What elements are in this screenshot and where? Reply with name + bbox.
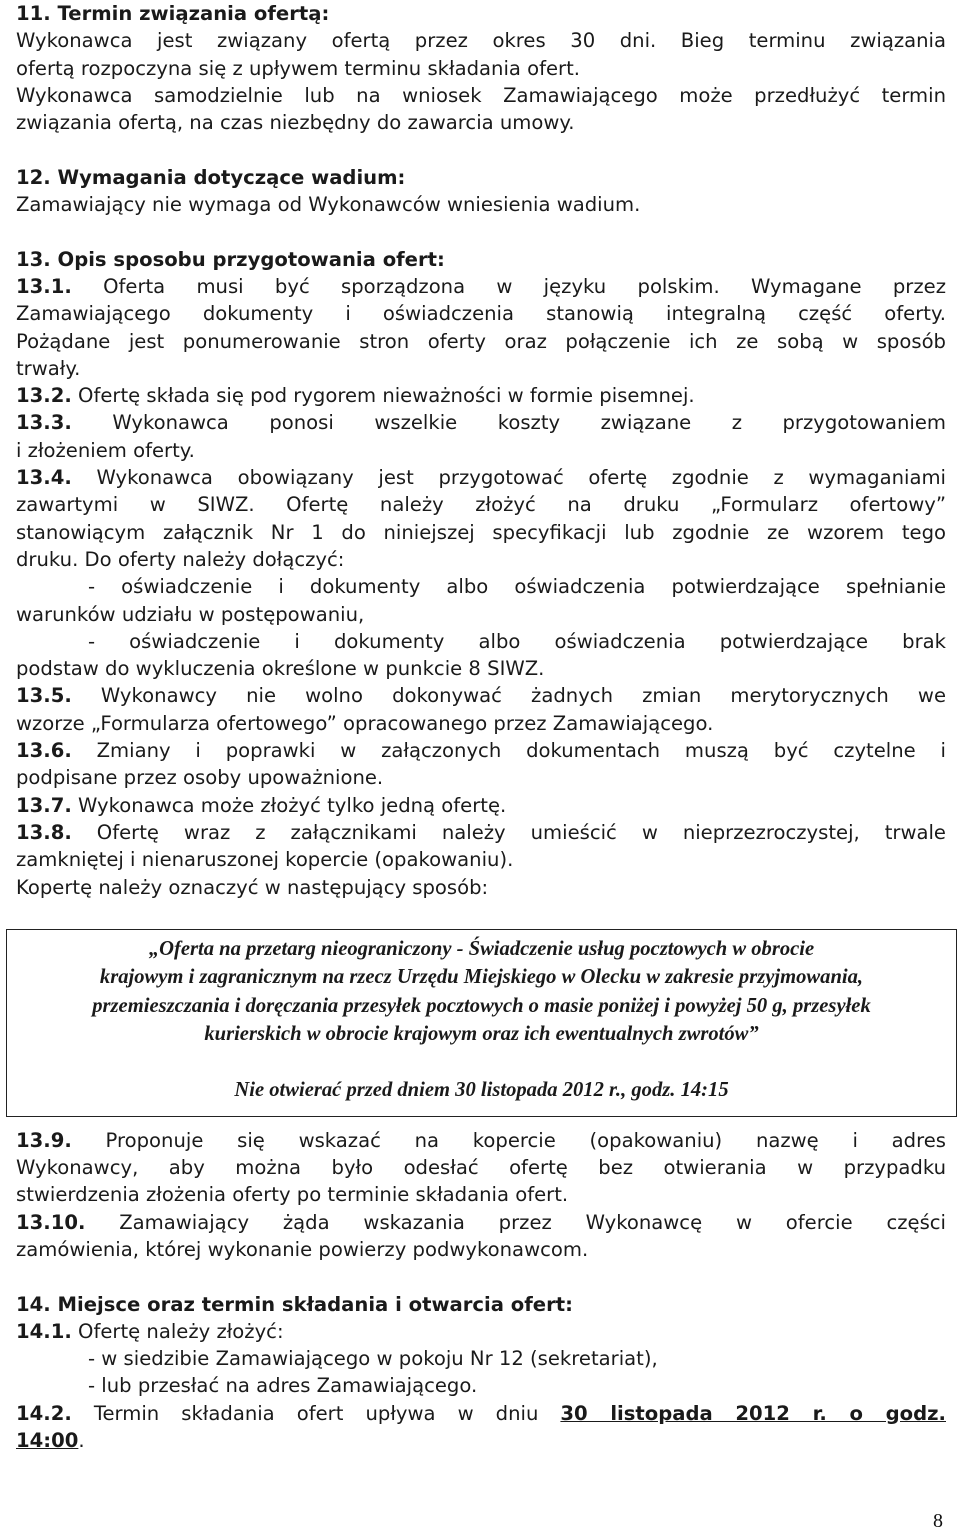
box-line: przemieszczania i doręczania przesyłek pocztowych o masie poniżej i powyżej 50 g, przesyłek	[92, 994, 871, 1017]
item-number: 13.6.	[16, 739, 72, 763]
item-13-5-line	[16, 682, 946, 709]
deadline-time: 14:00	[16, 1429, 79, 1453]
section-11-heading: 11. Termin związania ofertą:	[16, 2, 330, 25]
item-number: 13.7.	[16, 793, 72, 817]
item-13-7-line	[16, 792, 946, 819]
item-number: 13.8.	[16, 820, 72, 844]
item-13-10-line	[16, 1209, 946, 1236]
text-line	[16, 1427, 946, 1454]
text-line: Wykonawca jest związany ofertą przez okres 30 dni. Bieg terminu związania	[16, 29, 946, 53]
text-line: zawartymi w SIWZ. Ofertę należy złożyć na druku „Formularz ofertowy”	[16, 493, 946, 517]
box-line: „Oferta na przetarg nieograniczony - Świadczenie usług pocztowych w obrocie	[148, 938, 815, 960]
item-text: Wykonawca może złożyć tylko jedną ofertę.	[71, 793, 507, 817]
item-14-1-line	[16, 1318, 946, 1345]
text-line: - oświadczenie i dokumenty albo oświadczenia potwierdzające brak	[88, 629, 946, 653]
text-line: warunków udziału w postępowaniu,	[16, 602, 365, 626]
spacer	[16, 218, 946, 245]
item-number: 14.2.	[16, 1401, 72, 1425]
item-13-1-line	[16, 273, 946, 300]
item-text: Ofertę wraz z załącznikami należy umieścić w nieprzezroczystej, trwale	[71, 820, 946, 844]
section-14-heading: 14. Miejsce oraz termin składania i otwarcia ofert:	[16, 1292, 573, 1316]
text-line: podpisane przez osoby upoważnione.	[16, 766, 384, 790]
text-line: Zamawiającego dokumenty i oświadczenia stanowią integralną część oferty.	[16, 302, 946, 326]
item-text: Wykonawca ponosi wszelkie koszty związane z przygotowaniem	[71, 411, 946, 435]
item-number: 13.1.	[16, 274, 72, 298]
item-13-8-line	[16, 819, 946, 846]
text-line: druku. Do oferty należy dołączyć:	[16, 547, 345, 571]
page-number: 8	[933, 1510, 943, 1532]
text-line: i złożeniem oferty.	[16, 438, 195, 462]
text-line: zamkniętej i nienaruszonej kopercie (opakowaniu).	[16, 848, 514, 872]
item-text: .	[78, 1429, 85, 1453]
item-number: 13.10.	[16, 1210, 86, 1234]
item-14-2-line	[16, 1400, 946, 1427]
item-text: Zamawiający żąda wskazania przez Wykonawcę w ofercie części	[85, 1210, 946, 1234]
item-text: Ofertę należy złożyć:	[71, 1319, 284, 1343]
text-line: wzorze „Formularza ofertowego” opracowanego przez Zamawiającego.	[16, 711, 714, 735]
item-13-9-line	[16, 1127, 946, 1154]
item-text: Proponuje się wskazać na kopercie (opakowaniu) nazwę i adres	[71, 1128, 946, 1152]
box-line: krajowym i zagranicznym na rzecz Urzędu Miejskiego w Olecku w zakresie przyjmowania,	[99, 966, 864, 989]
item-number: 14.1.	[16, 1319, 72, 1343]
text-line: zamówienia, której wykonanie powierzy podwykonawcom.	[16, 1237, 589, 1261]
text-line: stanowiącym załącznik Nr 1 do niniejszej specyfikacji lub zgodnie ze wzorem tego	[16, 520, 946, 544]
item-number: 13.3.	[16, 411, 72, 435]
envelope-label-box	[6, 929, 957, 1117]
text-line: - lub przesłać na adres Zamawiającego.	[88, 1374, 478, 1398]
text-line: Pożądane jest ponumerowanie stron oferty oraz połączenie ich ze sobą w sposób	[16, 329, 946, 353]
text-line: stwierdzenia złożenia oferty po terminie składania ofert.	[16, 1183, 569, 1207]
item-text: Zmiany i poprawki w załączonych dokumentach muszą być czytelne i	[71, 739, 946, 763]
item-13-2-line	[16, 382, 946, 409]
item-13-3-line	[16, 409, 946, 436]
deadline-date: 30 listopada 2012 r. o godz.	[560, 1401, 946, 1425]
item-text: Oferta musi być sporządzona w języku polskim. Wymagane przez	[71, 274, 946, 298]
spacer	[16, 136, 946, 163]
item-13-4-line	[16, 464, 946, 491]
text-line: związania ofertą, na czas niezbędny do zawarcia umowy.	[16, 111, 575, 135]
text-line: ofertą rozpoczyna się z upływem terminu składania ofert.	[16, 56, 581, 80]
text-line: Zamawiający nie wymaga od Wykonawców wniesienia wadium.	[16, 193, 641, 217]
box-line: kurierskich w obrocie krajowym oraz ich ewentualnych zwrotów”	[204, 1022, 759, 1045]
section-13-heading: 13. Opis sposobu przygotowania ofert:	[16, 247, 445, 271]
spacer	[16, 1263, 946, 1290]
text-line: Wykonawcy, aby można było odesłać ofertę bez otwierania w przypadku	[16, 1156, 946, 1180]
item-text: Wykonawcy nie wolno dokonywać żadnych zmian merytorycznych we	[71, 684, 946, 708]
text-line: Wykonawca samodzielnie lub na wniosek Zamawiającego może przedłużyć termin	[16, 83, 946, 107]
box-open-date: Nie otwierać przed dniem 30 listopada 2012 r., godz. 14:15	[234, 1079, 729, 1101]
item-text: Wykonawca obowiązany jest przygotować ofertę zgodnie z wymaganiami	[71, 466, 946, 490]
text-line: trwały.	[16, 356, 81, 380]
text-line: podstaw do wykluczenia określone w punkcie 8 SIWZ.	[16, 657, 545, 681]
item-number: 13.5.	[16, 684, 72, 708]
item-13-6-line	[16, 737, 946, 764]
item-text: Ofertę składa się pod rygorem nieważności w formie pisemnej.	[71, 384, 695, 408]
item-number: 13.2.	[16, 384, 72, 408]
item-number: 13.4.	[16, 466, 72, 490]
section-12-heading: 12. Wymagania dotyczące wadium:	[16, 165, 406, 189]
text-line: - oświadczenie i dokumenty albo oświadczenia potwierdzające spełnianie	[88, 575, 946, 599]
document-page	[16, 0, 946, 1454]
text-line: Kopertę należy oznaczyć w następujący sposób:	[16, 875, 489, 899]
text-line: - w siedzibie Zamawiającego w pokoju Nr 12 (sekretariat),	[88, 1347, 658, 1371]
item-text: Termin składania ofert upływa w dniu	[71, 1401, 561, 1425]
item-number: 13.9.	[16, 1128, 72, 1152]
